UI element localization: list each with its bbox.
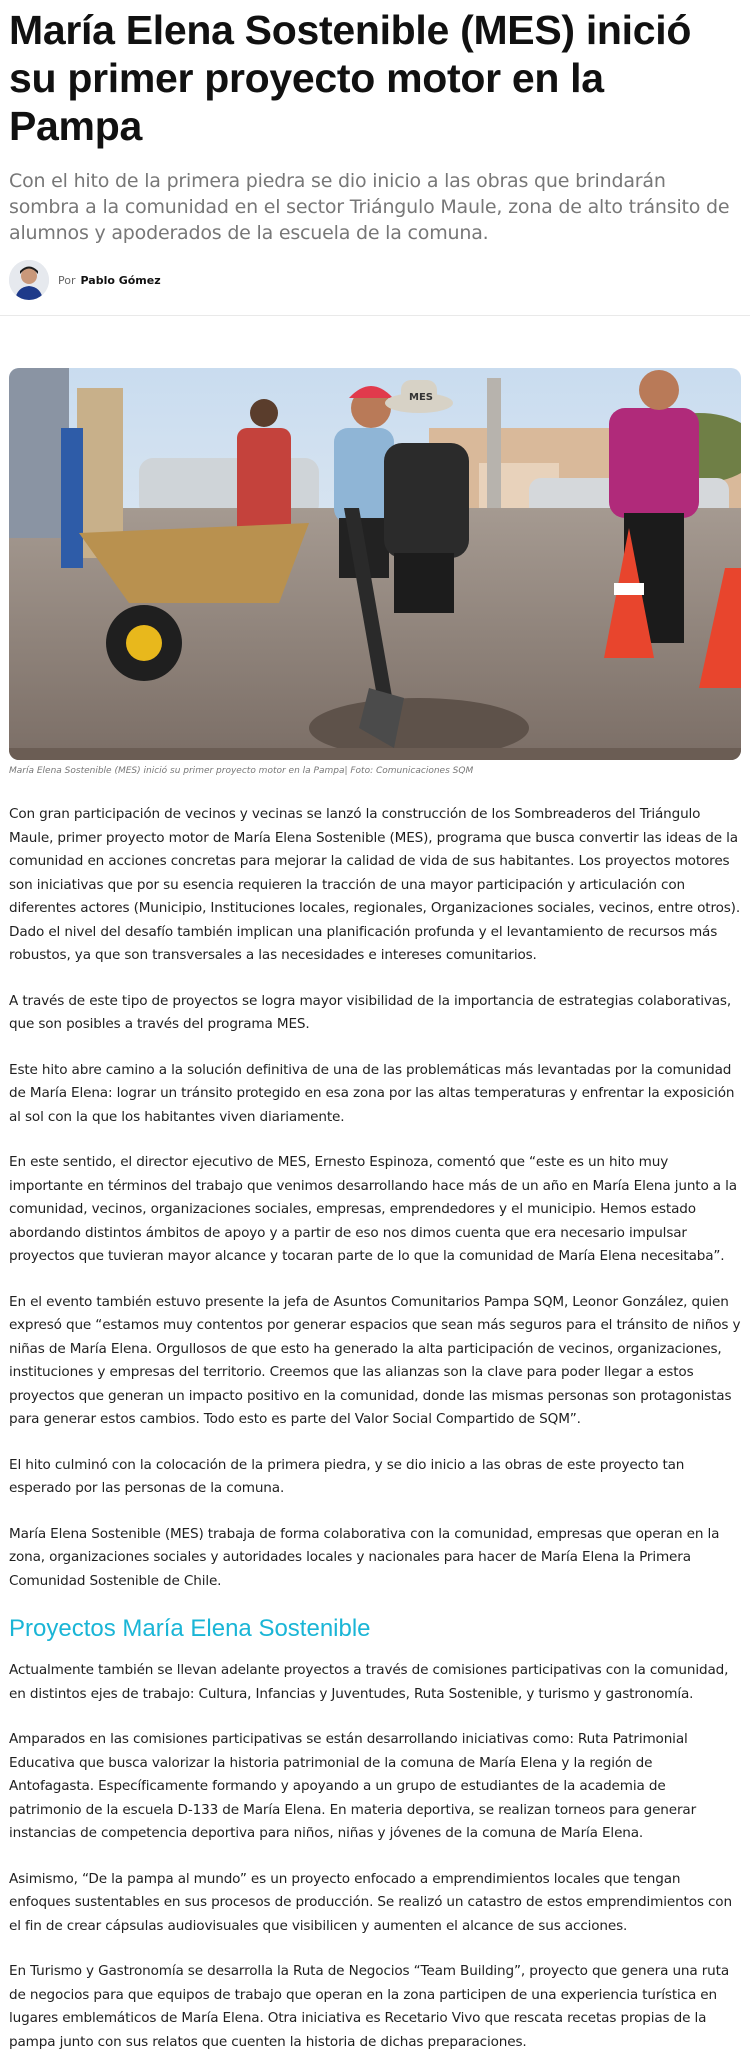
section-heading: Proyectos María Elena Sostenible (9, 1615, 371, 1642)
article-title: María Elena Sostenible (MES) inició su primer proyecto motor en la Pampa (9, 7, 692, 149)
paragraph: Asimismo, “De la pampa al mundo” es un proyecto enfocado a emprendimientos locales que tengan enfoques sustentables en sus procesos de producción. Se realizó un catastro de estos emprendimientos con el fin de crear cápsulas audiovisuales que visibilicen y aumenten el alcance de sus acciones. (9, 1870, 732, 1934)
paragraph: Con gran participación de vecinos y vecinas se lanzó la construcción de los Sombreaderos del Triángulo Maule, primer proyecto motor de María Elena Sostenible (MES), programa que busca convertir las ideas de la comunidad en acciones concretas para mejorar la calidad de vida de sus habitantes. Los proyectos motores son iniciativas que por su esencia requieren la tracción de una mayor participación y articulación con diferentes actores (Municipio, Instituciones locales, regionales, Organizaciones sociales, vecinos, entre otros). Dado el nivel del desafío también implican una planificación profunda y el levantamiento de recursos más robustos, ya que son transversales a las necesidades e intereses comunitarios. (9, 806, 741, 963)
article-subtitle: Con el hito de la primera piedra se dio inicio a las obras que brindarán sombra a la comunidad en el sector Triángulo Maule, zona de alto tránsito de alumnos y apoderados de la escuela de la comuna. (9, 170, 730, 244)
paragraph: En el evento también estuvo presente la jefa de Asuntos Comunitarios Pampa SQM, Leonor González, quien expresó que “estamos muy contentos por generar espacios que sean más seguros para el tránsito de niños y niñas de María Elena. Orgullosos de que esto ha generado la alta participación de vecinos, organizaciones, instituciones y empresas del territorio. Creemos que las alianzas son la clave para poder llegar a estos proyectos que generan un impacto positivo en la comunidad, donde las mismas personas son protagonistas para generar estos cambios. Todo esto es parte del Valor Social Compartido de SQM”. (9, 1293, 741, 1427)
paragraph: María Elena Sostenible (MES) trabaja de forma colaborativa con la comunidad, empresas que operan en la zona, organizaciones sociales y autoridades locales y nacionales para hacer de María Elena la Primera Comunidad Sostenible de Chile. (9, 1525, 720, 1589)
paragraph: Actualmente también se llevan adelante proyectos a través de comisiones participativas con la comunidad, en distintos ejes de trabajo: Cultura, Infancias y Juventudes, Ruta Sostenible, y turismo y gastronomía. (9, 1662, 729, 1702)
paragraph: En este sentido, el director ejecutivo de MES, Ernesto Espinoza, comentó que “este es un hito muy importante en términos del trabajo que venimos desarrollando hace más de un año en María Elena junto a la comunidad, vecinos, organizaciones sociales, empresas, emprendedores y el municipio. Hemos estado abordando distintos ámbitos de apoyo y a partir de eso nos dimos cuenta que era necesario impulsar proyectos que tuvieran mayor alcance y tocaran parte de lo que la comunidad de María Elena necesitaba”. (9, 1154, 737, 1264)
image-caption: María Elena Sostenible (MES) inició su primer proyecto motor en la Pampa| Foto: Comunicaciones SQM (9, 766, 474, 776)
paragraph: Amparados en las comisiones participativas se están desarrollando iniciativas como: Ruta Patrimonial Educativa que busca valorizar la historia patrimonial de la comuna de María Elena y la región de Antofagasta. Específicamente formando y apoyando a un grupo de estudiantes de la academia de patrimonio de la escuela D-133 de María Elena. En materia deportiva, se realizan torneos para generar instancias de competencia deportiva para niños, niñas y jóvenes de la comuna de María Elena. (9, 1731, 697, 1841)
article-photo (9, 368, 741, 760)
paragraph: En Turismo y Gastronomía se desarrolla la Ruta de Negocios “Team Building”, proyecto que genera una ruta de negocios para que equipos de trabajo que operan en la zona participen de una experiencia turística en lugares emblemáticos de María Elena. Otra iniciativa es Recetario Vivo que rescata recetas propias de la pampa junto con sus relatos que cuenten la historia de dichas preparaciones. (9, 1963, 730, 2050)
paragraph: Este hito abre camino a la solución definitiva de una de las problemáticas más levantadas por la comunidad de María Elena: lograr un tránsito protegido en esa zona por las altas temperaturas y enfrentar la exposición al sol con la que los habitantes viven diariamente. (9, 1061, 735, 1125)
paragraph: A través de este tipo de proyectos se logra mayor visibilidad de la importancia de estrategias colaborativas, que son posibles a través del programa MES. (9, 992, 732, 1032)
author-avatar[interactable] (9, 260, 49, 300)
article-header (0, 6, 750, 302)
byline (9, 258, 741, 302)
byline-prefix: Por (58, 273, 76, 287)
header-divider (0, 315, 750, 316)
author-name[interactable]: Pablo Gómez (80, 273, 161, 287)
article-body (0, 803, 750, 2054)
paragraph: El hito culminó con la colocación de la primera piedra, y se dio inicio a las obras de este proyecto tan esperado por las personas de la comuna. (9, 1456, 685, 1496)
hat-logo: MES (409, 392, 433, 403)
